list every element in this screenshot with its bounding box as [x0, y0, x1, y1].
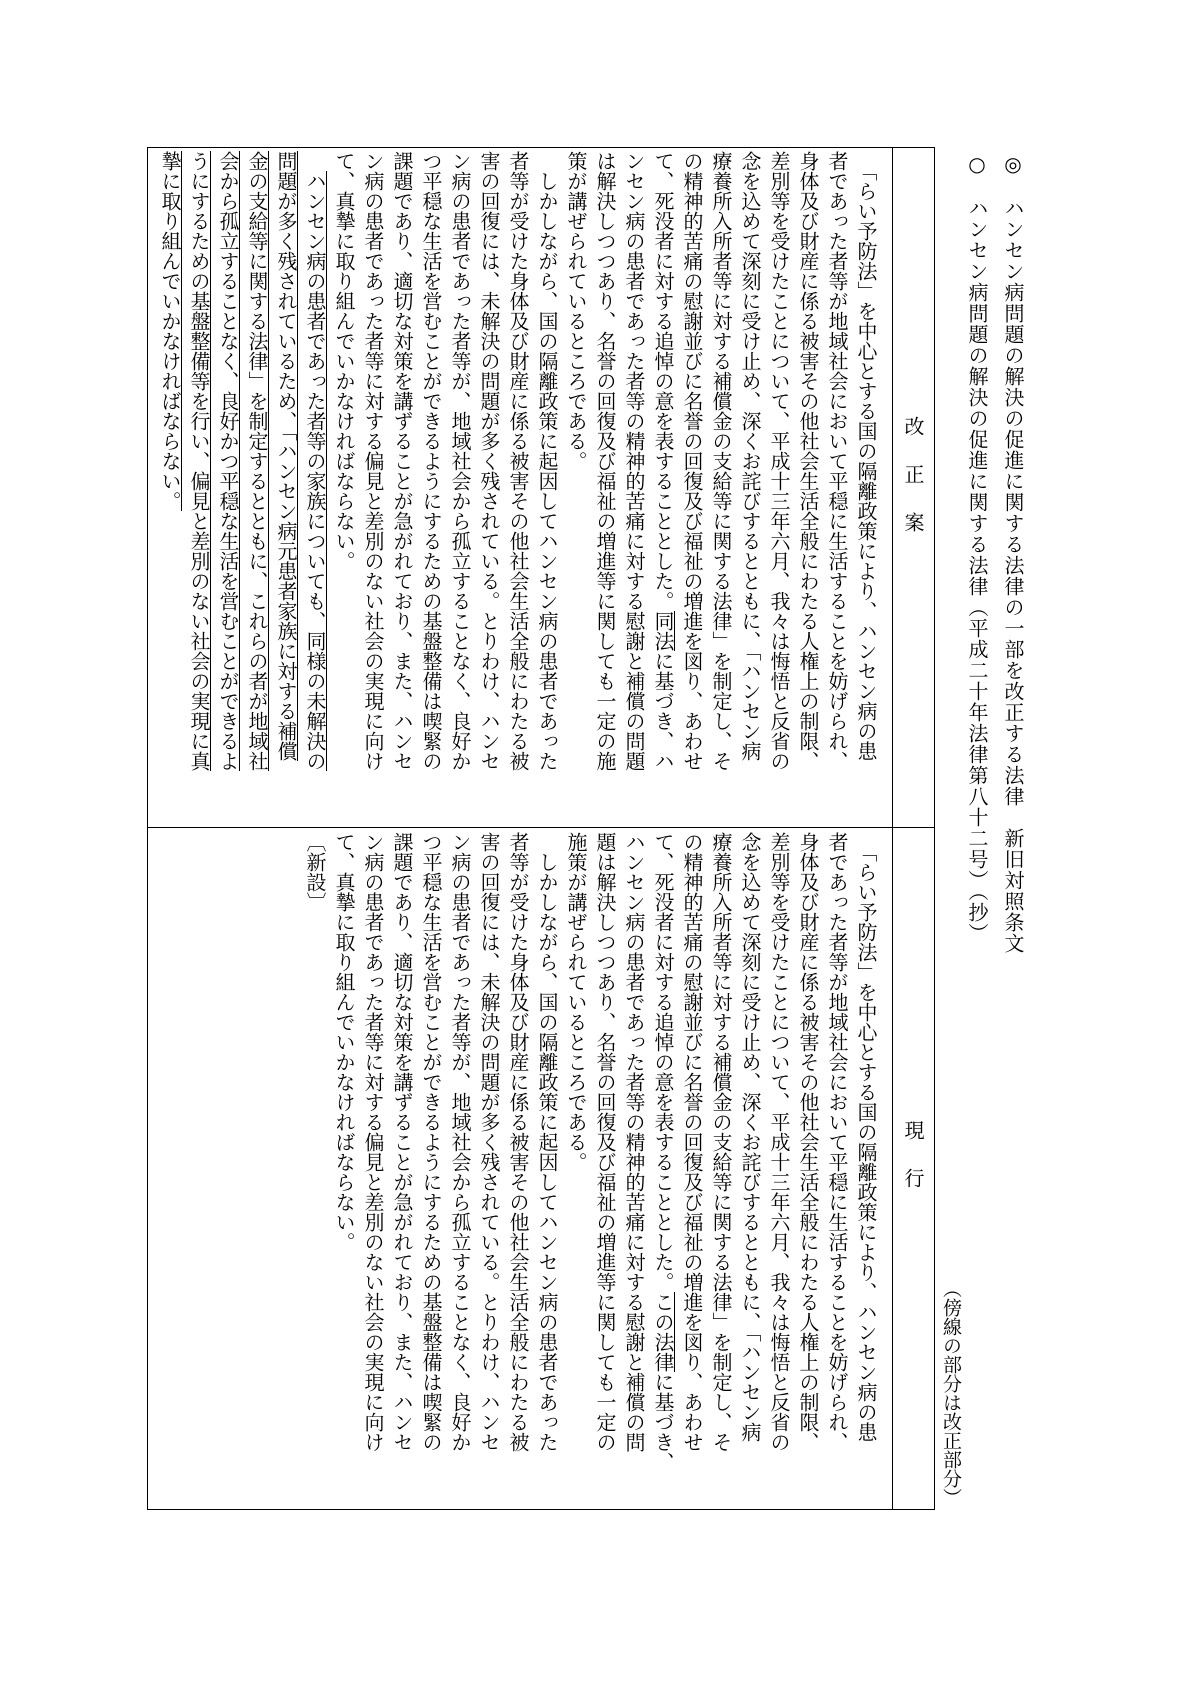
text-segment: つ平穏な生活を営むことができるようにするための基盤整備は喫緊の — [419, 832, 443, 1452]
amended-segment: 会から孤立することなく、良好かつ平穏な生活を営むことができるよ — [216, 151, 240, 771]
header-genko-cell — [893, 827, 934, 1509]
document-title: ◎ ハンセン病問題の解決の促進に関する法律の一部を改正する法律 新旧対照条文 — [1001, 152, 1025, 954]
text-segment: て、真摯に取り組んでいかなければならない。 — [332, 151, 356, 571]
amended-segment: 金の支給等に関する法律」を制定するとともに、これらの者が地域社 — [245, 151, 269, 771]
text-column — [677, 832, 706, 1508]
text-segment: 者であった者等が地域社会において平穏に生活することを妨げられ、 — [825, 832, 849, 1452]
amended-segment: うにするための基盤整備等を行い、偏見と差別のない社会の実現に真 — [187, 151, 211, 771]
text-segment: は解決しつつあり、名誉の回復及び福祉の増進等に関しても一定の施 — [593, 151, 617, 771]
text-segment: しかしながら、国の隔離政策に起因してハンセン病の患者であった — [535, 151, 559, 771]
text-segment: 者等が受けた身体及び財産に係る被害その他社会生活全般にわたる被 — [506, 832, 530, 1452]
amended-segment: この法律 — [651, 1292, 675, 1372]
text-column — [648, 151, 677, 827]
text-column — [706, 832, 735, 1508]
text-column — [590, 151, 619, 827]
text-column — [648, 832, 677, 1508]
text-column — [300, 151, 329, 827]
text-column — [619, 832, 648, 1508]
text-column — [474, 151, 503, 827]
text-column — [358, 832, 387, 1508]
amended-segment: 摯に取り組んでいかなければならない。 — [158, 151, 182, 511]
text-segment: 施策が講ぜられているところである。 — [564, 832, 588, 1172]
text-segment: 「らい予防法」を中心とする国の隔離政策により、ハンセン病の患 — [854, 832, 878, 1442]
text-segment: 〔新設〕 — [303, 832, 327, 912]
text-column — [387, 832, 416, 1508]
text-column — [561, 151, 590, 827]
table-header — [892, 148, 934, 1509]
text-segment: 課題であり、適切な対策を講ずることが急がれており、また、ハンセ — [390, 151, 414, 771]
text-column — [706, 151, 735, 827]
text-column — [735, 832, 764, 1508]
text-column — [416, 832, 445, 1508]
current-text — [300, 832, 880, 1508]
text-segment: ン病の患者であった者等に対する偏見と差別のない社会の実現に向け — [361, 832, 385, 1452]
text-segment: 念を込めて深刻に受け止め、深くお詫びするとともに、「ハンセン病 — [738, 151, 762, 761]
text-column — [532, 151, 561, 827]
text-column — [445, 151, 474, 827]
text-segment: 念を込めて深刻に受け止め、深くお詫びするとともに、「ハンセン病 — [738, 832, 762, 1442]
amended-segment: 問題が多く残されているため、「ハンセン病元患者家族に対する補償 — [274, 151, 298, 761]
amended-segment: ハンセン病の患者であった者等の家族についても、同様の未解決の — [303, 171, 327, 771]
text-segment: に基づき、 — [651, 1372, 675, 1472]
text-column — [851, 832, 880, 1508]
text-column — [271, 151, 300, 827]
text-column — [764, 832, 793, 1508]
text-segment: つ平穏な生活を営むことができるようにするための基盤整備は喫緊の — [419, 151, 443, 771]
text-column — [677, 151, 706, 827]
text-column — [619, 151, 648, 827]
text-segment: 課題であり、適切な対策を講ずることが急がれており、また、ハンセ — [390, 832, 414, 1452]
text-column — [503, 151, 532, 827]
text-column — [793, 151, 822, 827]
text-segment: て、死没者に対する追悼の意を表することとした。 — [651, 151, 675, 611]
text-column — [474, 832, 503, 1508]
text-segment: に基づき、ハ — [651, 651, 675, 771]
comparison-table — [147, 147, 935, 1510]
text-segment — [303, 151, 327, 171]
text-segment: の精神的苦痛の慰謝並びに名誉の回復及び福祉の増進を図り、あわせ — [680, 151, 704, 771]
text-column — [590, 832, 619, 1508]
text-column — [445, 832, 474, 1508]
text-column — [329, 832, 358, 1508]
text-segment: の精神的苦痛の慰謝並びに名誉の回復及び福祉の増進を図り、あわせ — [680, 832, 704, 1452]
amended-text — [155, 151, 880, 827]
text-segment: て、真摯に取り組んでいかなければならない。 — [332, 832, 356, 1252]
text-column — [300, 832, 329, 1508]
text-segment: て、死没者に対する追悼の意を表することとした。 — [651, 832, 675, 1292]
text-column — [387, 151, 416, 827]
text-segment: しかしながら、国の隔離政策に起因してハンセン病の患者であった — [535, 832, 559, 1452]
amended-segment: 同法 — [651, 611, 675, 651]
text-segment: 題は解決しつつあり、名誉の回復及び福祉の増進等に関しても一定の — [593, 832, 617, 1452]
text-column — [213, 151, 242, 827]
text-column — [358, 151, 387, 827]
text-segment: 策が講ぜられているところである。 — [564, 151, 588, 471]
text-column — [184, 151, 213, 827]
header-kaisei-cell — [893, 148, 934, 827]
text-segment: 差別等を受けたことについて、平成十三年六月、我々は悔悟と反省の — [767, 832, 791, 1452]
text-segment: 身体及び財産に係る被害その他社会生活全般にわたる人権上の制限、 — [796, 151, 820, 771]
text-segment: 療養所入所者等に対する補償金の支給等に関する法律」を制定し、そ — [709, 151, 733, 771]
text-column — [503, 832, 532, 1508]
text-segment: ハンセン病の患者であった者等の精神的苦痛に対する慰謝と補償の問 — [622, 832, 646, 1452]
text-column — [242, 151, 271, 827]
text-segment: 者等が受けた身体及び財産に係る被害その他社会生活全般にわたる被 — [506, 151, 530, 771]
text-segment: ンセン病の患者であった者等の精神的苦痛に対する慰謝と補償の問題 — [622, 151, 646, 771]
section-divider — [148, 827, 934, 828]
text-segment: ン病の患者であった者等が、地域社会から孤立することなく、良好か — [448, 151, 472, 771]
text-column — [822, 832, 851, 1508]
text-column — [416, 151, 445, 827]
text-column — [793, 832, 822, 1508]
text-column — [764, 151, 793, 827]
text-segment: 差別等を受けたことについて、平成十三年六月、我々は悔悟と反省の — [767, 151, 791, 771]
text-column — [155, 151, 184, 827]
header-kaisei: 改正案 — [901, 415, 925, 560]
text-column — [329, 151, 358, 827]
text-segment: 者であった者等が地域社会において平穏に生活することを妨げられ、 — [825, 151, 849, 771]
text-column — [822, 151, 851, 827]
text-column — [561, 832, 590, 1508]
text-segment: 「らい予防法」を中心とする国の隔離政策により、ハンセン病の患 — [854, 151, 878, 761]
text-segment: 療養所入所者等に対する補償金の支給等に関する法律」を制定し、そ — [709, 832, 733, 1452]
text-column — [532, 832, 561, 1508]
text-column — [851, 151, 880, 827]
text-segment: 身体及び財産に係る被害その他社会生活全般にわたる人権上の制限、 — [796, 832, 820, 1452]
text-segment: 害の回復には、未解決の問題が多く残されている。とりわけ、ハンセ — [477, 832, 501, 1452]
header-genko: 現行 — [901, 1120, 925, 1216]
text-column — [735, 151, 764, 827]
text-segment: ン病の患者であった者等が、地域社会から孤立することなく、良好か — [448, 832, 472, 1452]
law-subtitle: ○ ハンセン病問題の解決の促進に関する法律（平成二十年法律第八十二号）（抄） — [965, 152, 989, 944]
underline-note: （傍線の部分は改正部分） — [940, 1279, 962, 1507]
text-segment: 害の回復には、未解決の問題が多く残されている。とりわけ、ハンセ — [477, 151, 501, 771]
text-segment: ン病の患者であった者等に対する偏見と差別のない社会の実現に向け — [361, 151, 385, 771]
